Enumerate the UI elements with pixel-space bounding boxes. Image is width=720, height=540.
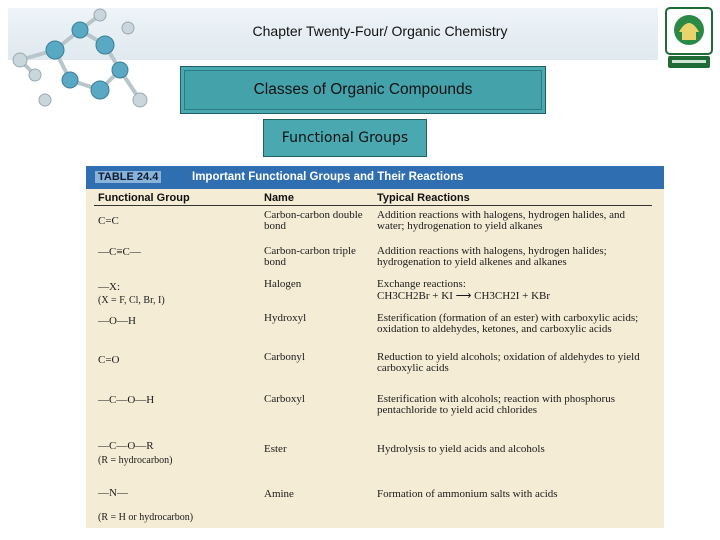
chapter-title: Chapter Twenty-Four/ Organic Chemistry xyxy=(252,23,508,39)
typical-reactions: Esterification (formation of an ester) with carboxylic acids; oxidation to aldehydes, ketones, and carboxylic acids xyxy=(377,312,639,335)
table-header-bar xyxy=(86,166,664,189)
typical-reactions: Reduction to yield alcohols; oxidation of aldehydes to yield carboxylic acids xyxy=(377,351,640,374)
molecule-model-icon xyxy=(0,0,160,130)
typical-reactions-equation: CH3CH2Br + KI ⟶ CH3CH2I + KBr xyxy=(377,290,551,302)
functional-group-formula: —C≡C— xyxy=(98,246,141,258)
functional-group-name: Amine xyxy=(264,488,294,500)
typical-reactions: Hydrolysis to yield acids and alcohols xyxy=(377,443,545,455)
typical-reactions: Esterification with alcohols; reaction with phosphorus pentachloride to yield acid chlorides xyxy=(377,393,615,416)
slide-subtitle: Functional Groups xyxy=(263,119,427,157)
column-header-functional-group: Functional Group xyxy=(98,192,190,204)
table-label: TABLE 24.4 xyxy=(95,171,161,183)
functional-group-formula: —C—O—R xyxy=(98,440,154,452)
functional-group-name: Halogen xyxy=(264,278,302,290)
functional-group-formula: —X: xyxy=(98,281,120,293)
table-caption: Important Functional Groups and Their Reactions xyxy=(192,171,464,183)
functional-group-formula: —C—O—H xyxy=(98,394,155,406)
header-rule xyxy=(94,205,652,206)
typical-reactions: Addition reactions with halogens, hydrogen halides; hydrogenation to yield alkenes and alkanes xyxy=(377,245,607,268)
typical-reactions: Exchange reactions: xyxy=(377,278,466,290)
functional-group-name: Carbon-carbon triple bond xyxy=(264,245,356,268)
slide-title: Classes of Organic Compounds xyxy=(184,70,542,110)
functional-group-note: (X = F, Cl, Br, I) xyxy=(98,295,165,306)
university-seal-icon xyxy=(662,2,716,72)
functional-groups-table xyxy=(86,166,664,528)
functional-group-note: (R = hydrocarbon) xyxy=(98,455,173,466)
functional-group-name: Hydroxyl xyxy=(264,312,307,324)
functional-group-formula: —O—H xyxy=(98,315,136,327)
slide-title-box xyxy=(180,66,546,114)
functional-group-formula: C=C xyxy=(98,215,119,227)
functional-group-formula: C=O xyxy=(98,354,120,366)
functional-group-name: Carbonyl xyxy=(264,351,305,363)
functional-group-note: (R = H or hydrocarbon) xyxy=(98,512,194,523)
column-header-name: Name xyxy=(264,192,294,204)
typical-reactions: Formation of ammonium salts with acids xyxy=(377,488,558,500)
functional-group-name: Ester xyxy=(264,443,287,455)
functional-group-formula: —N— xyxy=(98,487,128,499)
functional-group-name: Carboxyl xyxy=(264,393,305,405)
typical-reactions: Addition reactions with halogens, hydrogen halides, and water; hydrogenation to yield alkanes xyxy=(377,209,626,232)
functional-group-name: Carbon-carbon double bond xyxy=(264,209,363,232)
column-header-typical-reactions: Typical Reactions xyxy=(377,192,470,204)
